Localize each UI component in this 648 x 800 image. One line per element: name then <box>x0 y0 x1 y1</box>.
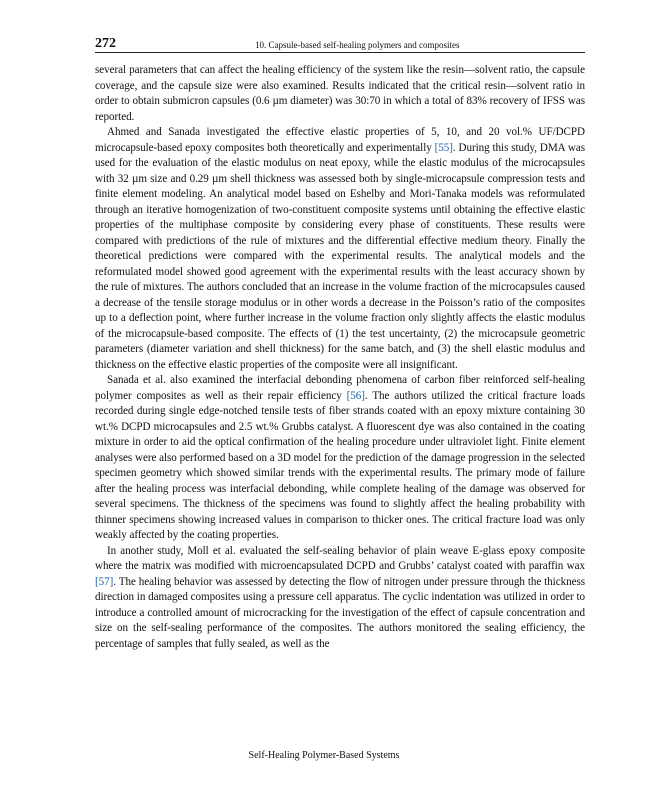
paragraph-text: several parameters that can affect the healing efficiency of the system like the resin—solvent ratio, the capsule coverage, and the capsule size were also examined. Results indicated that the critical resin—solvent ratio in order to obtain submicron capsules (0.6 µm diameter) was 30:70 in which a total of 83% recovery of IFSS was reported. <box>95 64 585 123</box>
paragraph-text: . The healing behavior was assessed by detecting the flow of nitrogen under pressure through the thickness direction in damaged composites using a pressure cell apparatus. The cyclic indentation was utilized in order to introduce a controlled amount of microcracking for the investigation of the effect of capsule concentration and size on the self-sealing performance of the composites. The authors monitored the sealing efficiency, the percentage of samples that fully sealed, as well as the <box>95 575 585 650</box>
page-number: 272 <box>95 36 116 51</box>
paragraph-text: In another study, Moll et al. evaluated the self-sealing behavior of plain weave E-glass epoxy composite where the matrix was modified with microencapsulated DCPD and Grubbs’ catalyst coated with paraffin wax <box>95 544 585 572</box>
book-title: Self-Healing Polymer-Based Systems <box>248 750 400 761</box>
page-header <box>95 36 585 53</box>
paragraph <box>95 63 585 125</box>
citation-link[interactable]: [57] <box>95 575 114 588</box>
citation-link[interactable]: [56] <box>346 389 365 402</box>
paragraph <box>95 373 585 544</box>
page-footer <box>0 750 648 762</box>
paragraph <box>95 125 585 373</box>
paragraph-text: . The authors utilized the critical fracture loads recorded during single edge-notched tensile tests of fiber strands coated with an epoxy mixture containing 30 wt.% DCPD microcapsules and 2.5 wt.% Grubbs catalyst. A fluorescent dye was also contained in the coating mixture in order to aid the optical confirmation of the healing procedure under ultraviolet light. Finite element analyses were also performed based on a 3D model for the prediction of the damage progression in the selected specimen geometry which showed similar trends with the experimental results. The primary mode of failure after the healing process was interfacial debonding, while complete healing of the damage was observed for several specimens. The thickness of the specimens was found to slightly affect the healing probability with thinner specimens showing increased values in comparison to thicker ones. The critical fracture load was only weakly affected by the coating properties. <box>95 389 585 541</box>
body-text <box>95 63 585 652</box>
paragraph-text: Ahmed and Sanada investigated the effective elastic properties of 5, 10, and 20 vol.% UF/DCPD microcapsule-based epoxy composites both theoretically and experimentally <box>95 126 585 154</box>
paragraph-text: . During this study, DMA was used for the evaluation of the elastic modulus on neat epoxy, while the elastic modulus of the microcapsules with 32 µm size and 0.29 µm shell thickness was assessed both by single-microcapsule compression tests and finite element modeling. An analytical model based on Eshelby and Mori-Tanaka models was reformulated through an iterative homogenization of two-constituent composite systems until obtaining the effective elastic properties of the multiphase composite by considering every phase of constituents. These results were compared with predictions of the rule of mixtures and the differential effective medium theory. Finally the theoretical predictions were compared with the experimental results. The analytical models and the reformulated model showed good agreement with the experimental results with the least accuracy shown by the rule of mixtures. The authors concluded that an increase in the volume fraction of the microcapsules caused a decrease of the tensile storage modulus or in other words a decrease in the Poisson’s ratio of the composites up to a deflection point, where further increase in the volume fraction only slightly affects the elastic modulus of the microcapsule-based composite. The effects of (1) the test uncertainty, (2) the microcapsule geometric parameters (diameter variation and shell thickness) for the same batch, and (3) the shell elastic modulus and thickness on the effective elastic properties of the composite were all insignificant. <box>95 141 585 371</box>
citation-link[interactable]: [55] <box>434 141 453 154</box>
running-title: 10. Capsule-based self-healing polymers and composites <box>255 40 460 50</box>
paragraph <box>95 544 585 653</box>
paragraph-text: Sanada et al. also examined the interfacial debonding phenomena of carbon fiber reinforced self-healing polymer composites as well as their repair efficiency <box>95 374 585 402</box>
